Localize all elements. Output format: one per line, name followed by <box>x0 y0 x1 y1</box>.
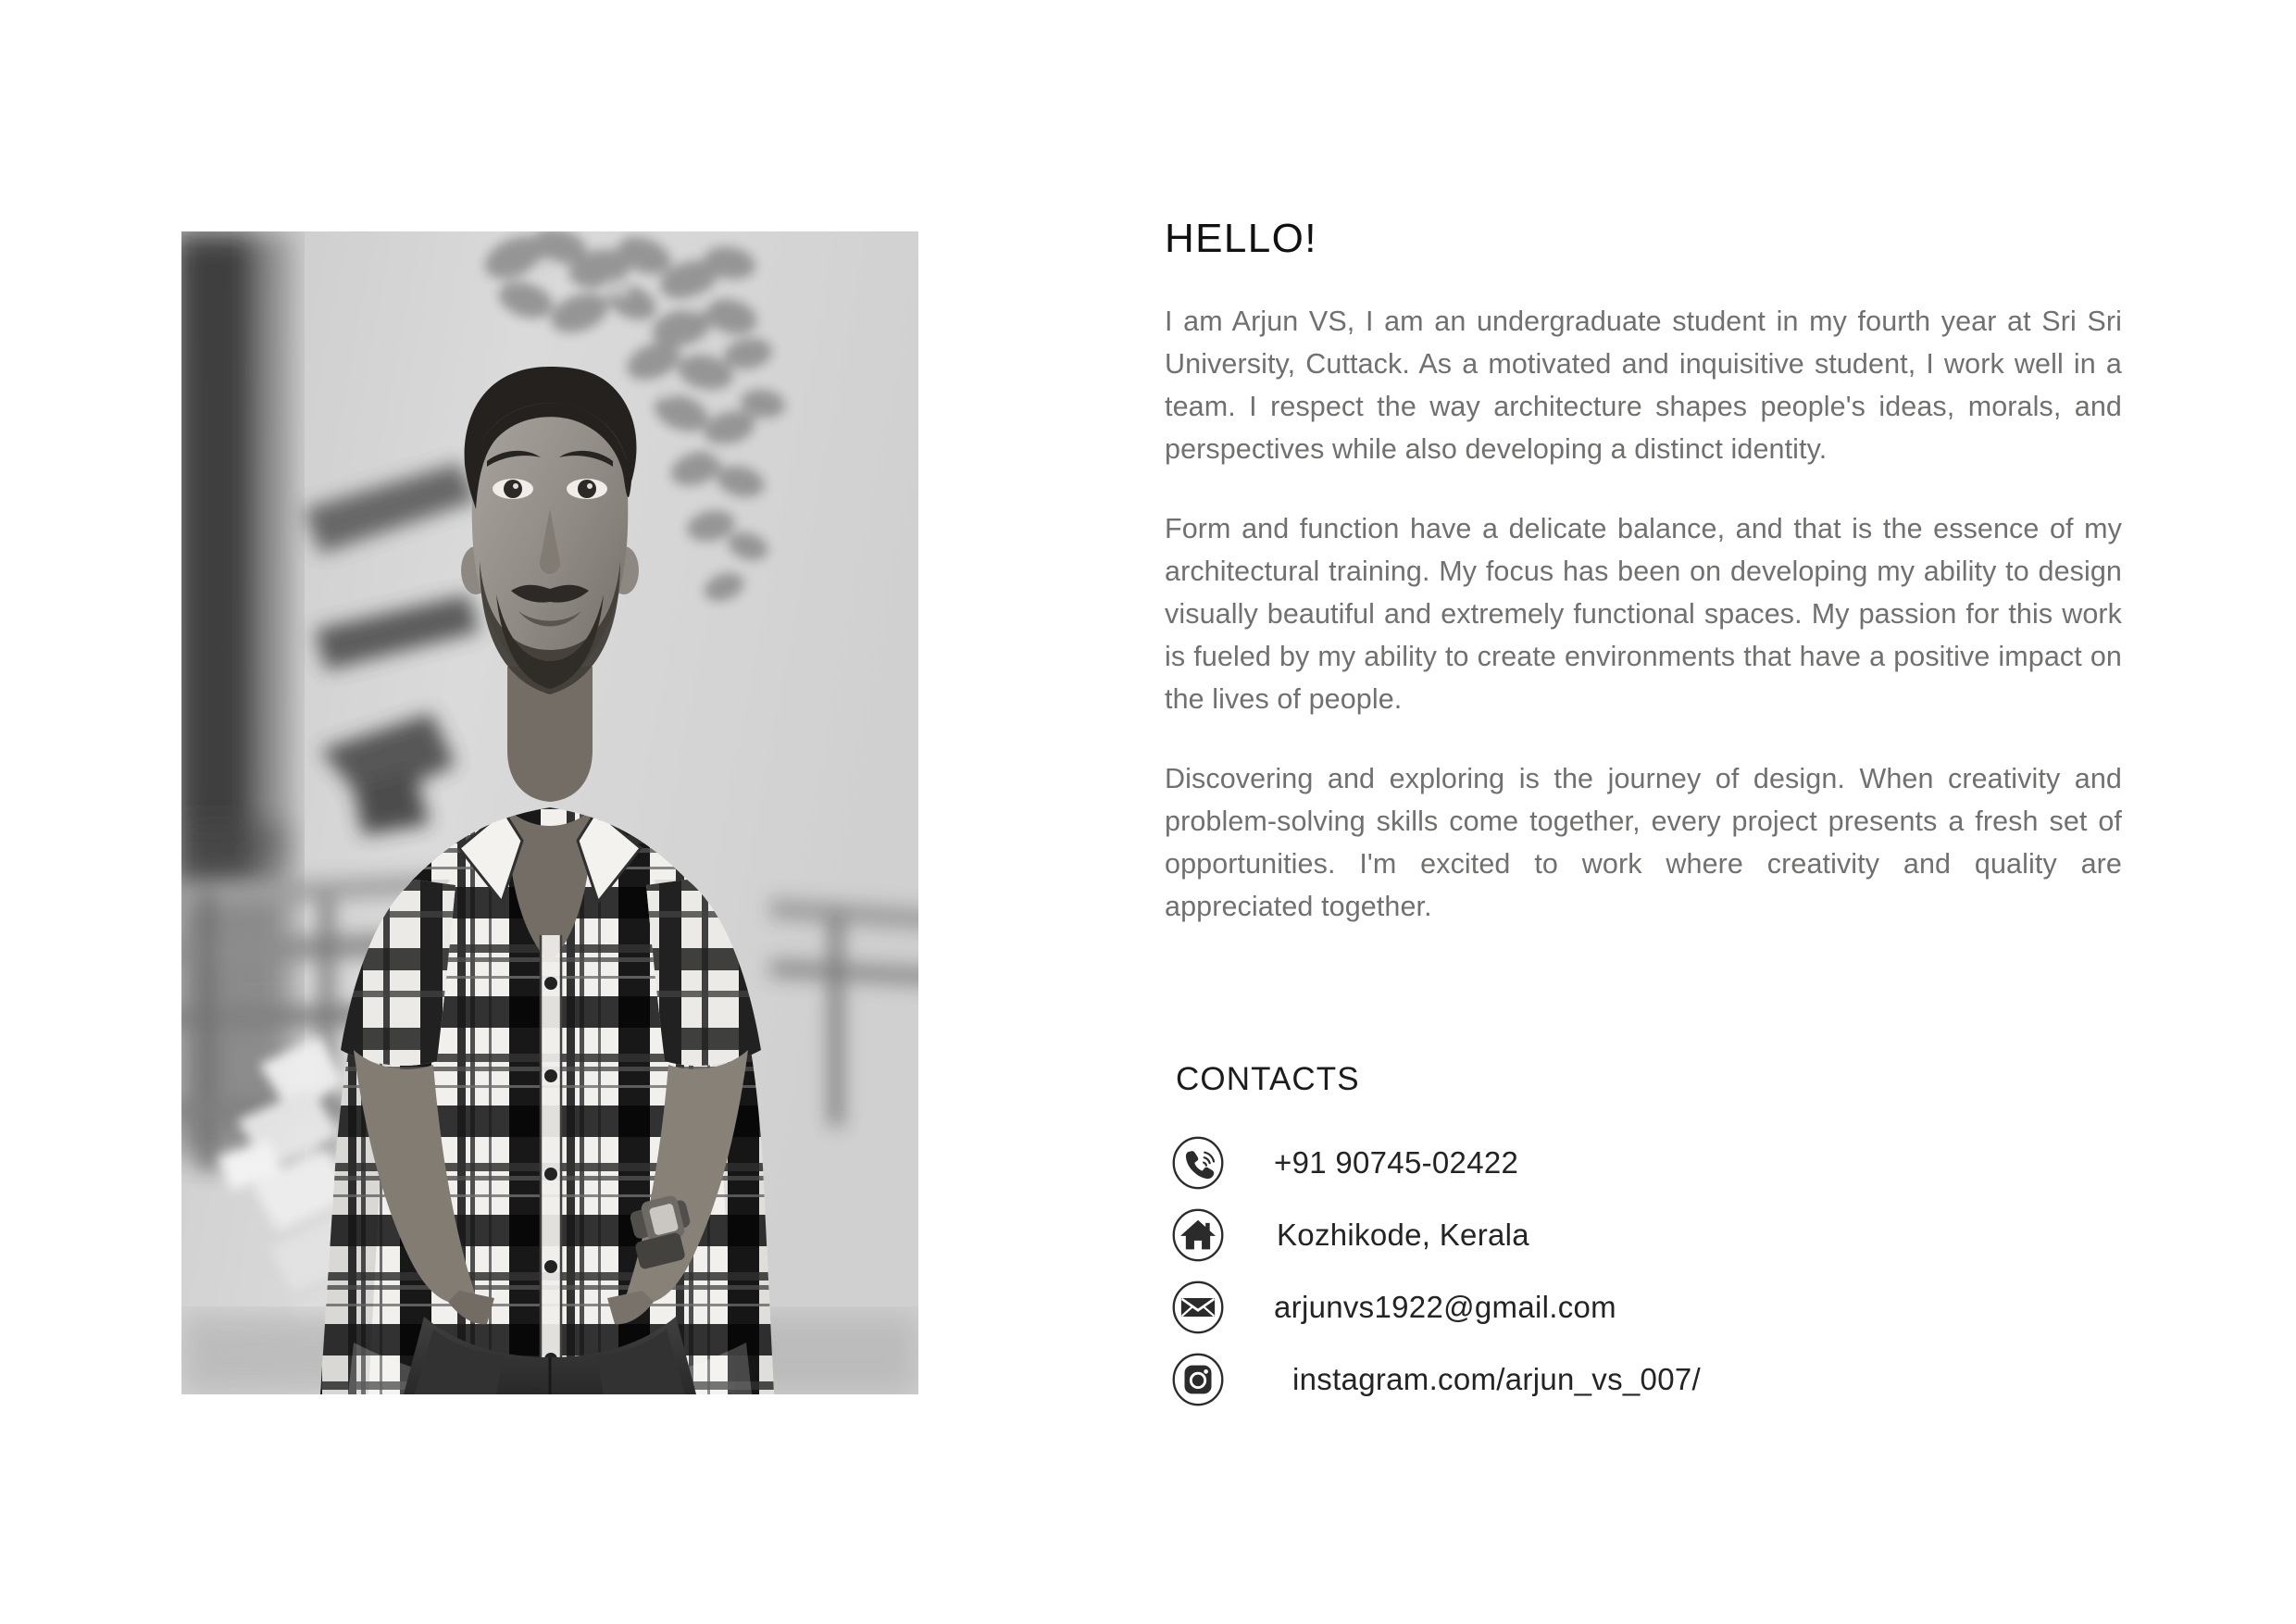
contact-email-value: arjunvs1922@gmail.com <box>1274 1290 1616 1324</box>
profile-photo <box>181 231 918 1394</box>
contact-row-email[interactable] <box>1176 1271 2194 1343</box>
instagram-icon <box>1171 1353 1225 1406</box>
contact-row-phone[interactable] <box>1176 1127 2194 1199</box>
contact-row-address[interactable] <box>1176 1199 2194 1271</box>
intro-paragraph-2: Form and function have a delicate balance, and that is the essence of my architectural training. My focus has been on developing my ability to design visually beautiful and extremely functional spaces. My passion for this work is fueled by my ability to create environments that have a positive impact on the lives of people. <box>1165 513 2122 715</box>
envelope-icon <box>1171 1280 1225 1334</box>
intro-paragraph-1: I am Arjun VS, I am an undergraduate student in my fourth year at Sri Sri University, Cuttack. As a motivated and inquisitive student, I work well in a team. I respect the way architecture shapes people's ideas, morals, and perspectives while also developing a distinct identity. <box>1165 306 2122 465</box>
about-text-column <box>1165 216 2122 928</box>
home-icon <box>1171 1208 1225 1262</box>
contact-phone-value: +91 90745-02422 <box>1274 1145 1519 1180</box>
page-title: HELLO! <box>1165 216 1317 261</box>
contact-instagram-value: instagram.com/arjun_vs_007/ <box>1292 1362 1701 1396</box>
intro-paragraph-3: Discovering and exploring is the journey of design. When creativity and problem-solving skills come together, every project presents a fresh set of opportunities. I'm excited to work where creativity and quality are appreciated together. <box>1165 763 2122 922</box>
contacts-section <box>1176 1063 2194 1416</box>
phone-icon <box>1171 1136 1225 1190</box>
contact-address-value: Kozhikode, Kerala <box>1277 1218 1529 1252</box>
contact-row-instagram[interactable] <box>1176 1343 2194 1416</box>
contacts-heading: CONTACTS <box>1176 1061 1360 1097</box>
